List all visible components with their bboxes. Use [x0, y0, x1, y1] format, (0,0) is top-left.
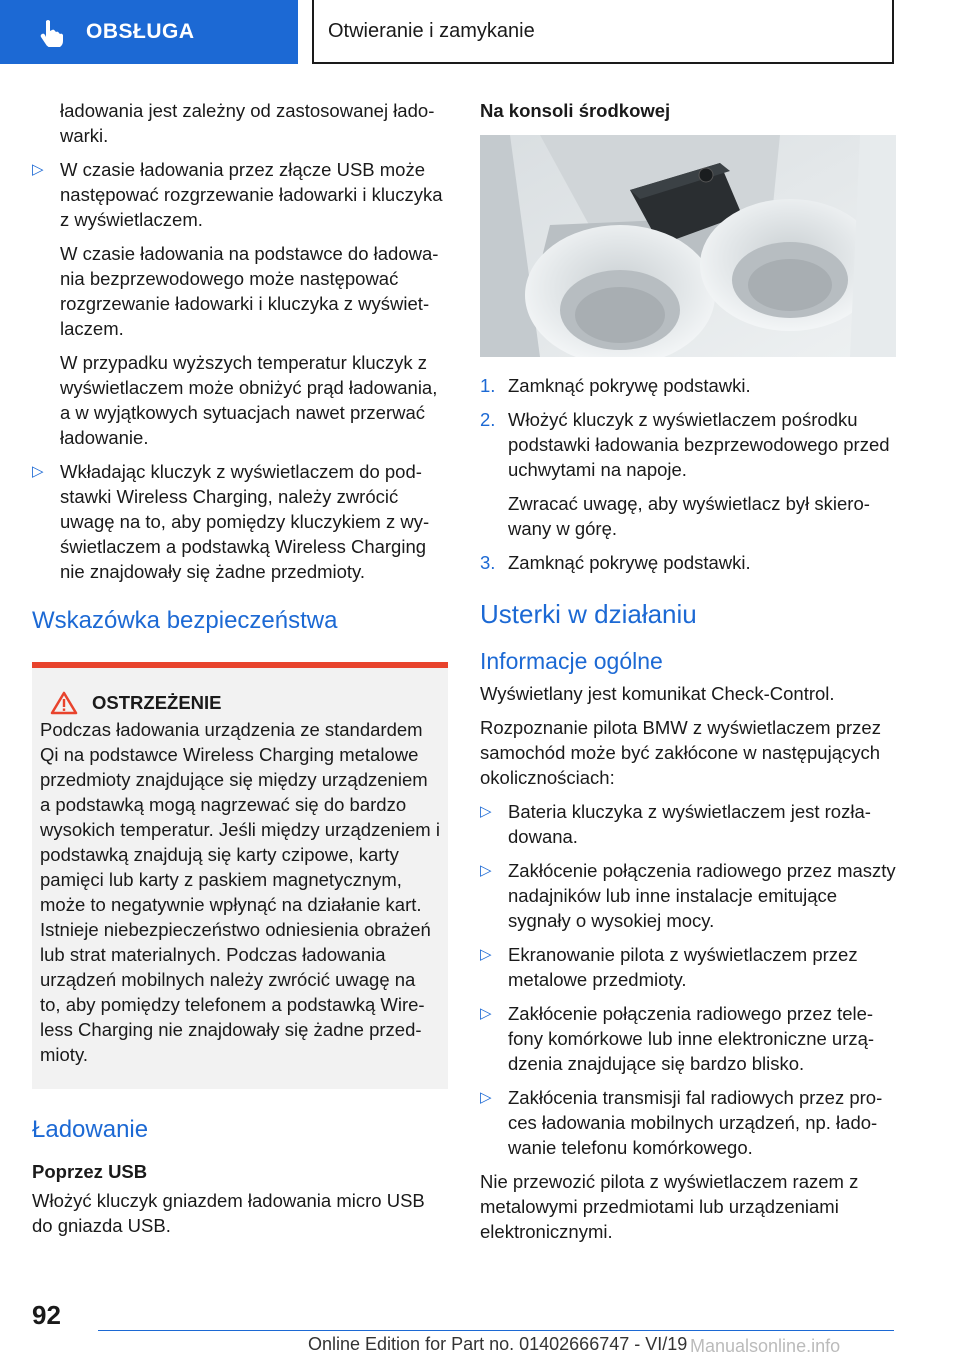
usb-text: Włożyć kluczyk gniazdem ładowania micro USB do gniazda USB. — [32, 1190, 425, 1236]
warning-text: Podczas ładowania urządzenia ze standardem Qi na podstawce Wireless Charging metalowe przedmioty znajdujące się między urządzeniem a podstawką mogą nagrzewać się do bardzo wysokich temperatur. Jeśli między urządzeniem i podstawką znajdują się karty czipowe, karty pamięci lub karty z paskiem magnetycznym, może to negatywnie wpłynąć na działanie kart. Istnieje niebezpieczeństwo odniesienia obrażeń lub strat materialnych. Podczas ładowania urządzeń mobilnych należy zwrócić uwagę na to, aby pomiędzy telefonem a podstawką Wireless Charging nie znajdowały się żadne przedmioty. — [40, 719, 440, 1065]
general-paragraph: Wyświetlany jest komunikat Check-Control. — [480, 683, 835, 704]
list-item — [480, 1001, 896, 1076]
list-item — [480, 942, 896, 992]
list-paragraph: W przypadku wyższych temperatur kluczyk z wyświetlaczem może obniżyć prąd ładowania, a w wyjątkowych sytuacjach nawet przerwać ładowanie. — [60, 352, 438, 448]
console-heading: Na konsoli środkowej — [480, 100, 671, 121]
general-info-heading: Informacje ogólne — [480, 648, 663, 674]
step-text: Włożyć kluczyk z wyświetlaczem pośrodku podstawki ładowania bezprzewodowego przed uchwytami na napoje. — [508, 409, 890, 480]
list-paragraph: Zakłócenie połączenia radiowego przez telefony komórkowe lub inne elektroniczne urządzenia znajdujące się bardzo blisko. — [508, 1003, 875, 1074]
triangle-bullet-icon: ▷ — [480, 1089, 492, 1106]
section-tab — [0, 0, 298, 64]
list-item — [480, 373, 896, 398]
triangle-bullet-icon: ▷ — [480, 803, 492, 820]
step-text: Zamknąć pokrywę podstawki. — [508, 552, 751, 573]
triangle-bullet-icon: ▷ — [480, 946, 492, 963]
step-text: Zwracać uwagę, aby wyświetlacz był skierowany w górę. — [508, 493, 870, 539]
edition-text: Online Edition for Part no. 01402666747 - VI/19 — [308, 1334, 688, 1354]
list-paragraph: W czasie ładowania przez złącze USB może następować rozgrzewanie ładowarki i kluczyka z wyświetlaczem. — [60, 159, 443, 230]
page-number: 92 — [32, 1300, 61, 1330]
hand-pointer-icon — [36, 17, 66, 47]
watermark: Manualsonline.info — [690, 1336, 841, 1356]
interference-list — [480, 799, 896, 1160]
list-paragraph: Wkładając kluczyk z wyświetlaczem do podstawki Wireless Charging, należy zwrócić uwagę na to, aby pomiędzy kluczykiem z wyświetlaczem a podstawką Wireless Charging nie znajdowały się żadne przedmioty. — [60, 461, 430, 582]
list-item — [32, 459, 448, 584]
left-column — [32, 98, 448, 1247]
footer-divider — [98, 1330, 894, 1331]
steps-list — [480, 373, 896, 575]
list-item — [480, 1085, 896, 1160]
chapter-title: Otwieranie i zamykanie — [312, 0, 894, 64]
step-number: 2. — [480, 409, 496, 430]
warning-box — [32, 662, 448, 1089]
list-item — [480, 550, 896, 575]
charging-notes-list — [32, 157, 448, 584]
list-paragraph: Ekranowanie pilota z wyświetlaczem przez metalowe przedmioty. — [508, 944, 858, 990]
list-paragraph: Bateria kluczyka z wyświetlaczem jest rozładowana. — [508, 801, 871, 847]
step-number: 3. — [480, 552, 496, 573]
warning-triangle-icon — [50, 691, 78, 715]
list-paragraph: W czasie ładowania na podstawce do ładowania bezprzewodowego może następować rozgrzewanie ładowarki i kluczyka z wyświetlaczem. — [60, 243, 439, 339]
step-text: Zamknąć pokrywę podstawki. — [508, 375, 751, 396]
charging-heading: Ładowanie — [32, 1116, 149, 1143]
list-paragraph: Zakłócenie połączenia radiowego przez maszty nadajników lub inne instalacje emitujące sygnały o wysokiej mocy. — [508, 860, 896, 931]
right-column — [480, 98, 896, 1253]
step-number: 1. — [480, 375, 496, 396]
list-item — [32, 157, 448, 450]
warning-title-text: OSTRZEŻENIE — [92, 692, 222, 713]
list-paragraph: Zakłócenia transmisji fal radiowych przez proces ładowania mobilnych urządzeń, np. ładowanie telefonu komórkowego. — [508, 1087, 883, 1158]
closing-paragraph: Nie przewozić pilota z wyświetlaczem razem z metalowymi przedmiotami lub urządzeniami elektronicznymi. — [480, 1171, 859, 1242]
safety-heading: Wskazówka bezpieczeństwa — [32, 607, 338, 634]
console-charging-tray-photo — [480, 135, 896, 357]
section-label: OBSŁUGA — [86, 20, 195, 43]
list-item — [480, 799, 896, 849]
intro-continuation: ładowania jest zależny od zastosowanej ładowarki. — [60, 100, 435, 146]
malfunction-heading: Usterki w działaniu — [480, 599, 697, 629]
triangle-bullet-icon: ▷ — [32, 161, 44, 178]
list-item — [480, 858, 896, 933]
list-item — [480, 407, 896, 541]
triangle-bullet-icon: ▷ — [480, 1005, 492, 1022]
usb-heading: Poprzez USB — [32, 1161, 148, 1182]
warning-title — [40, 690, 440, 715]
general-paragraph: Rozpoznanie pilota BMW z wyświetlaczem przez samochód może być zakłócone w następujących okolicznościach: — [480, 717, 881, 788]
triangle-bullet-icon: ▷ — [480, 862, 492, 879]
triangle-bullet-icon: ▷ — [32, 463, 44, 480]
